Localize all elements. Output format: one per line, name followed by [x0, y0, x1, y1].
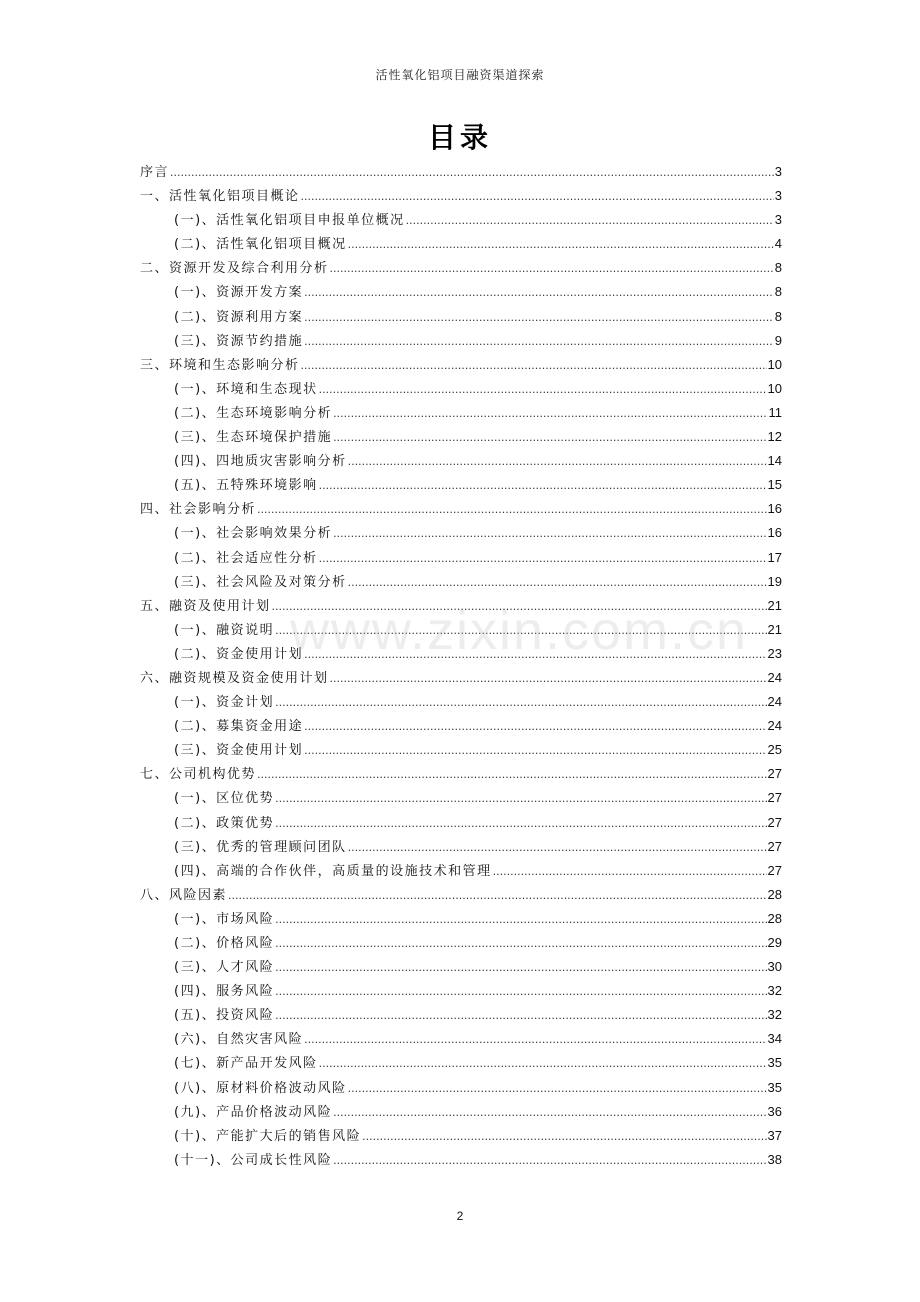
toc-entry[interactable] — [140, 1124, 782, 1148]
toc-entry[interactable] — [140, 979, 782, 1003]
dot-leader — [275, 812, 766, 836]
toc-entry[interactable] — [140, 401, 782, 425]
dot-leader — [275, 619, 766, 643]
toc-entry[interactable] — [140, 835, 782, 859]
toc-entry-title: 四、社会影响分析 — [140, 502, 257, 518]
toc-entry-title: (三)、生态环境保护措施 — [174, 430, 333, 446]
toc-entry[interactable] — [140, 521, 782, 545]
toc-entry-title: (五)、投资风险 — [174, 1008, 275, 1024]
toc-entry-title: (二)、生态环境影响分析 — [174, 405, 333, 421]
dot-leader — [275, 932, 766, 956]
toc-entry-title: (二)、社会适应性分析 — [174, 550, 318, 566]
toc-entry[interactable] — [140, 1148, 782, 1172]
dot-leader — [330, 257, 774, 281]
toc-entry-page: 16 — [767, 501, 782, 517]
dot-leader — [333, 1149, 766, 1173]
dot-leader — [275, 1004, 766, 1028]
dot-leader — [275, 980, 766, 1004]
dot-leader — [348, 233, 774, 257]
dot-leader — [304, 739, 766, 763]
toc-entry-title: (三)、社会风险及对策分析 — [174, 574, 347, 590]
toc-entry-title: 八、风险因素 — [140, 887, 228, 903]
dot-leader — [493, 860, 767, 884]
toc-entry[interactable] — [140, 546, 782, 570]
toc-entry[interactable] — [140, 497, 782, 521]
toc-entry-title: (十一)、公司成长性风险 — [174, 1152, 333, 1168]
toc-entry[interactable] — [140, 473, 782, 497]
toc-entry-title: (三)、优秀的管理顾问团队 — [174, 839, 347, 855]
toc-entry-title: (一)、资金计划 — [174, 695, 275, 711]
dot-leader — [170, 161, 774, 185]
page-number: 2 — [456, 1209, 464, 1223]
toc-entry-page: 10 — [767, 380, 782, 396]
dot-leader — [319, 1052, 767, 1076]
dot-leader — [272, 595, 767, 619]
toc-entry-title: (四)、服务风险 — [174, 984, 275, 1000]
toc-entry[interactable] — [140, 618, 782, 642]
toc-entry-page: 10 — [767, 356, 782, 372]
toc-entry-page: 32 — [767, 983, 782, 999]
toc-entry[interactable] — [140, 329, 782, 353]
toc-entry-page: 27 — [767, 814, 782, 830]
toc-entry-title: (二)、募集资金用途 — [174, 719, 304, 735]
dot-leader — [304, 330, 774, 354]
toc-entry-title: (二)、资源利用方案 — [174, 309, 304, 325]
toc-entry[interactable] — [140, 425, 782, 449]
toc-entry[interactable] — [140, 955, 782, 979]
dot-leader — [333, 402, 767, 426]
toc-entry[interactable] — [140, 232, 782, 256]
toc-entry[interactable] — [140, 1100, 782, 1124]
running-header: 活性氧化铝项目融资渠道探索 — [375, 68, 545, 82]
toc-entry-page: 30 — [767, 959, 782, 975]
toc-entry-title: (四)、高端的合作伙伴，高质量的设施技术和管理 — [174, 863, 492, 879]
toc-entry-title: (五)、五特殊环境影响 — [174, 478, 318, 494]
toc-entry[interactable] — [140, 160, 782, 184]
dot-leader — [257, 498, 767, 522]
toc-entry[interactable] — [140, 305, 782, 329]
toc-entry-page: 21 — [767, 621, 782, 637]
toc-entry-page: 9 — [774, 332, 782, 348]
toc-entry-page: 14 — [767, 453, 782, 469]
dot-leader — [304, 715, 766, 739]
toc-entry-title: (一)、融资说明 — [174, 622, 275, 638]
dot-leader — [275, 956, 766, 980]
toc-entry-title: (一)、环境和生态现状 — [174, 381, 318, 397]
dot-leader — [319, 547, 767, 571]
toc-entry-page: 35 — [767, 1079, 782, 1095]
dot-leader — [348, 450, 767, 474]
dot-leader — [348, 571, 767, 595]
toc-entry-page: 8 — [774, 260, 782, 276]
toc-entry-page: 24 — [767, 694, 782, 710]
toc-entry-page: 38 — [767, 1151, 782, 1167]
toc-entry-page: 4 — [774, 236, 782, 252]
toc-entry[interactable] — [140, 690, 782, 714]
toc-entry[interactable] — [140, 570, 782, 594]
toc-entry-title: (十)、产能扩大后的销售风险 — [174, 1128, 362, 1144]
toc-entry[interactable] — [140, 256, 782, 280]
toc-entry-page: 35 — [767, 1055, 782, 1071]
dot-leader — [319, 378, 767, 402]
toc-entry[interactable] — [140, 594, 782, 618]
toc-entry-page: 34 — [767, 1031, 782, 1047]
toc-entry-title: 六、融资规模及资金使用计划 — [140, 670, 329, 686]
toc-entry-page: 27 — [767, 838, 782, 854]
dot-leader — [348, 1077, 767, 1101]
toc-entry-title: (一)、活性氧化铝项目申报单位概况 — [174, 213, 405, 229]
toc-entry-title: (三)、资金使用计划 — [174, 743, 304, 759]
toc-entry[interactable] — [140, 738, 782, 762]
dot-leader — [304, 306, 774, 330]
dot-leader — [301, 354, 767, 378]
dot-leader — [304, 643, 766, 667]
toc-entry[interactable] — [140, 280, 782, 304]
toc-entry-page: 25 — [767, 742, 782, 758]
toc-entry-page: 27 — [767, 790, 782, 806]
toc-entry[interactable] — [140, 859, 782, 883]
toc-entry[interactable] — [140, 449, 782, 473]
toc-entry[interactable] — [140, 642, 782, 666]
toc-entry-page: 28 — [767, 886, 782, 902]
dot-leader — [301, 185, 774, 209]
dot-leader — [275, 908, 766, 932]
dot-leader — [275, 787, 766, 811]
toc-entry[interactable] — [140, 1003, 782, 1027]
dot-leader — [275, 691, 766, 715]
toc-entry-page: 15 — [767, 477, 782, 493]
toc-entry-page: 12 — [767, 429, 782, 445]
toc-entry-page: 32 — [767, 1007, 782, 1023]
toc-entry[interactable] — [140, 883, 782, 907]
dot-leader — [333, 522, 766, 546]
toc-entry-page: 37 — [767, 1127, 782, 1143]
toc-entry-title: (三)、人才风险 — [174, 960, 275, 976]
toc-entry[interactable] — [140, 811, 782, 835]
toc-entry-title: (二)、资金使用计划 — [174, 646, 304, 662]
toc-entry-title: (七)、新产品开发风险 — [174, 1056, 318, 1072]
dot-leader — [304, 1028, 766, 1052]
page-title: 目录 — [427, 121, 492, 154]
toc-entry-page: 27 — [767, 766, 782, 782]
toc-entry-title: (一)、资源开发方案 — [174, 285, 304, 301]
toc-entry-page: 11 — [768, 404, 782, 420]
dot-leader — [319, 474, 767, 498]
toc-entry[interactable] — [140, 666, 782, 690]
toc-entry-page: 23 — [767, 645, 782, 661]
table-of-contents — [140, 160, 782, 1172]
toc-entry-title: 三、环境和生态影响分析 — [140, 357, 300, 373]
toc-entry-page: 24 — [767, 669, 782, 685]
dot-leader — [406, 209, 774, 233]
toc-entry-page: 28 — [767, 910, 782, 926]
dot-leader — [348, 836, 767, 860]
toc-entry-page: 19 — [767, 573, 782, 589]
toc-entry[interactable] — [140, 184, 782, 208]
toc-entry-page: 36 — [767, 1103, 782, 1119]
toc-entry[interactable] — [140, 208, 782, 232]
toc-entry[interactable] — [140, 1051, 782, 1075]
toc-entry-title: (八)、原材料价格波动风险 — [174, 1080, 347, 1096]
dot-leader — [304, 281, 774, 305]
toc-entry-title: (一)、市场风险 — [174, 911, 275, 927]
toc-entry-title: (三)、资源节约措施 — [174, 333, 304, 349]
toc-entry-title: 一、活性氧化铝项目概论 — [140, 189, 300, 205]
dot-leader — [333, 426, 766, 450]
toc-entry-page: 8 — [774, 308, 782, 324]
toc-entry-title: 二、资源开发及综合利用分析 — [140, 261, 329, 277]
dot-leader — [257, 763, 767, 787]
toc-entry[interactable] — [140, 907, 782, 931]
toc-entry[interactable] — [140, 762, 782, 786]
toc-entry[interactable] — [140, 1076, 782, 1100]
toc-entry[interactable] — [140, 714, 782, 738]
watermark: www.zixin.com.cn — [290, 601, 749, 661]
toc-entry-title: 序言 — [140, 165, 170, 180]
toc-entry-page: 3 — [774, 212, 782, 228]
toc-entry-page: 29 — [767, 935, 782, 950]
dot-leader — [362, 1125, 766, 1149]
toc-entry[interactable] — [140, 353, 782, 377]
toc-entry-page: 17 — [767, 549, 782, 565]
toc-entry-page: 27 — [767, 862, 782, 878]
toc-entry-title: (一)、区位优势 — [174, 791, 275, 807]
toc-entry-page: 16 — [767, 525, 782, 541]
toc-entry-title: (二)、政策优势 — [174, 815, 275, 831]
dot-leader — [333, 1101, 766, 1125]
toc-entry-title: (六)、自然灾害风险 — [174, 1032, 304, 1048]
dot-leader — [228, 884, 767, 908]
toc-entry[interactable] — [140, 931, 782, 955]
toc-entry-page: 3 — [774, 188, 782, 204]
toc-entry-title: (四)、四地质灾害影响分析 — [174, 454, 347, 470]
toc-entry-title: (二)、活性氧化铝项目概况 — [174, 237, 347, 253]
toc-entry-title: 七、公司机构优势 — [140, 767, 257, 783]
toc-entry-title: 五、融资及使用计划 — [140, 598, 271, 614]
toc-entry[interactable] — [140, 786, 782, 810]
toc-entry-title: (九)、产品价格波动风险 — [174, 1104, 333, 1120]
toc-entry-page: 24 — [767, 718, 782, 734]
toc-entry-page: 3 — [774, 164, 782, 179]
toc-entry-page: 8 — [774, 284, 782, 300]
dot-leader — [330, 667, 767, 691]
toc-entry[interactable] — [140, 1027, 782, 1051]
toc-entry-title: (二)、价格风险 — [174, 936, 275, 951]
toc-entry-title: (一)、社会影响效果分析 — [174, 526, 333, 542]
toc-entry[interactable] — [140, 377, 782, 401]
toc-entry-page: 21 — [767, 597, 782, 613]
